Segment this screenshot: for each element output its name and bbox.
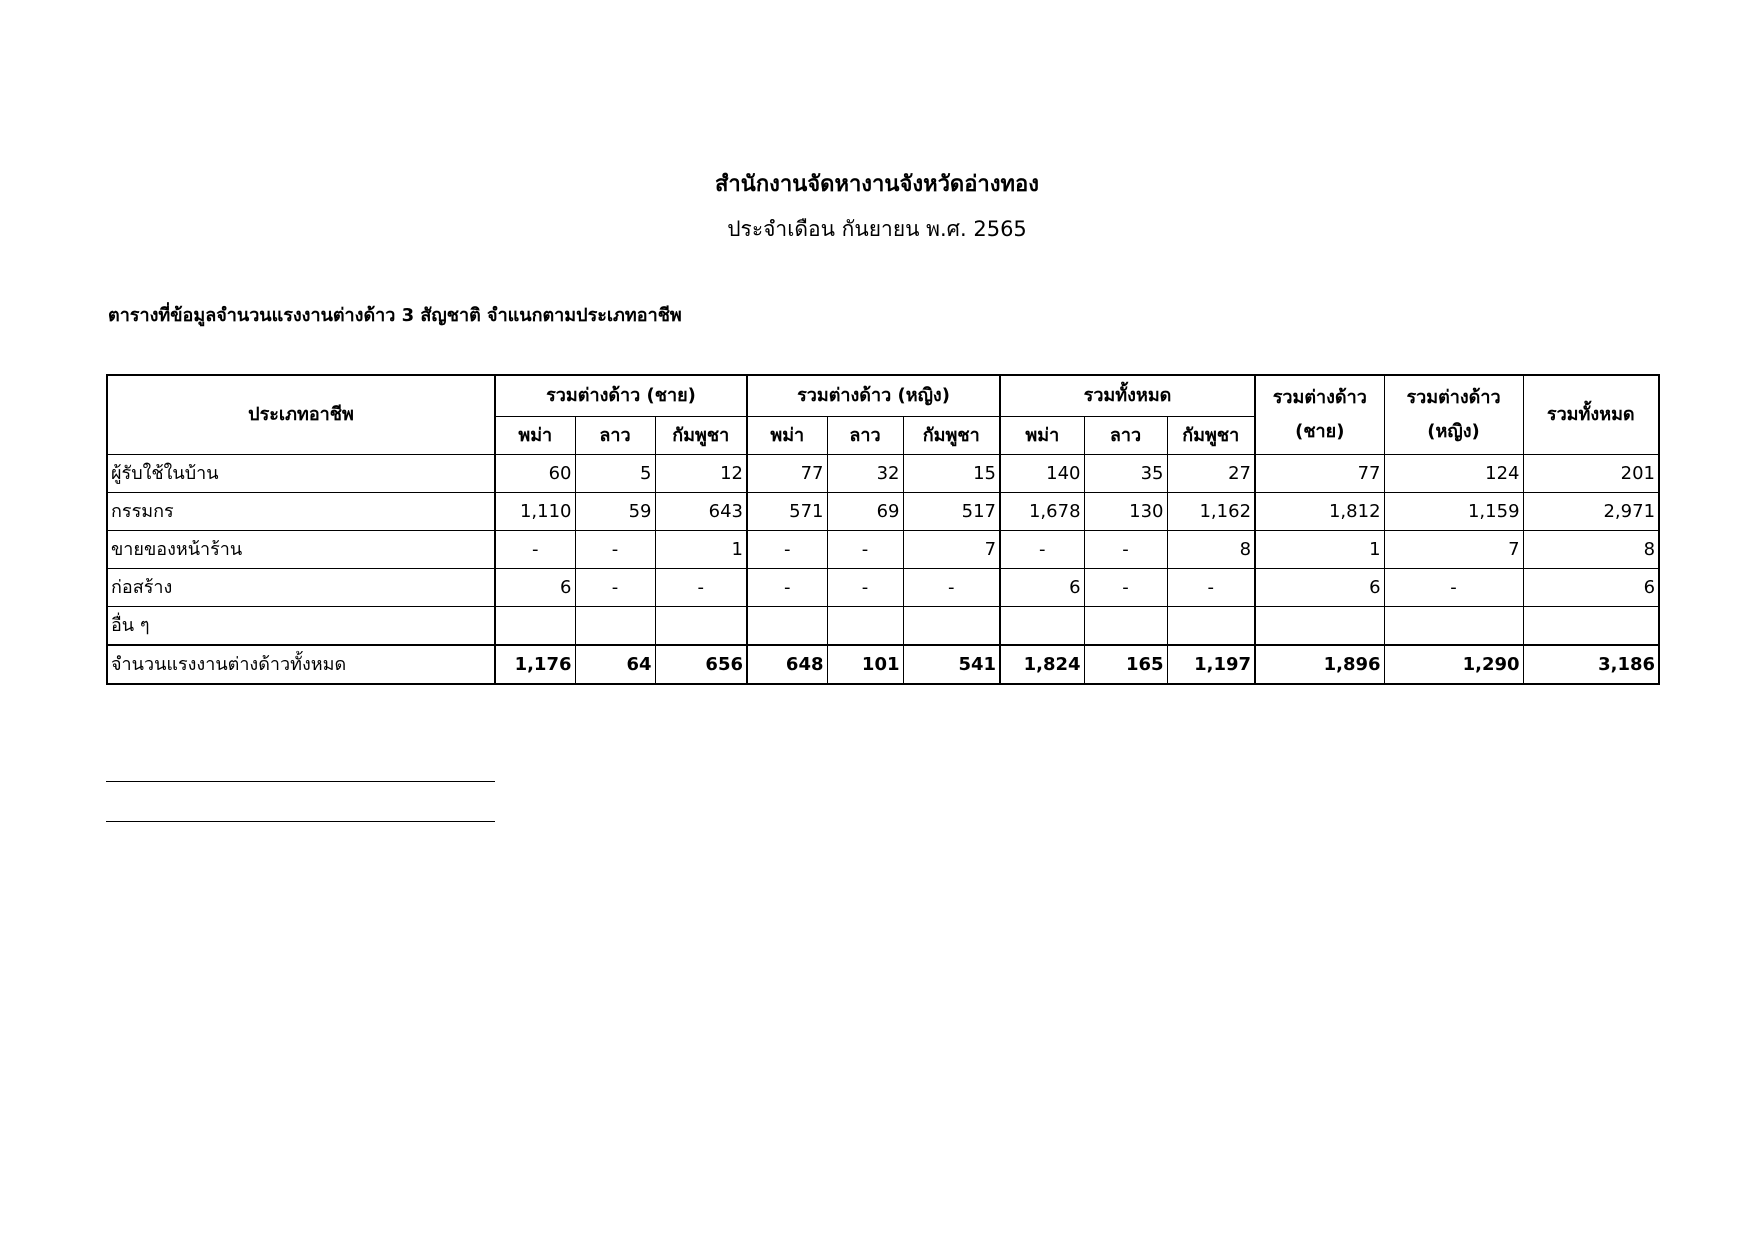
nationality-header: กัมพูชา — [1167, 417, 1255, 455]
total-header-male-line2: (ชาย) — [1295, 421, 1345, 442]
table-cell: 648 — [747, 645, 827, 684]
nationality-header: ลาว — [827, 417, 903, 455]
table-cell — [827, 607, 903, 646]
table-cell: 130 — [1084, 493, 1167, 531]
total-header-female-line1: รวมต่างด้าว — [1406, 387, 1501, 408]
table-cell: 1,812 — [1255, 493, 1384, 531]
table-row — [107, 493, 1659, 531]
signature-line — [106, 781, 495, 782]
table-cell: 201 — [1523, 455, 1659, 493]
table-cell: 517 — [903, 493, 1000, 531]
row-label: จำนวนแรงงานต่างด้าวทั้งหมด — [107, 645, 495, 684]
table-cell: 541 — [903, 645, 1000, 684]
table-cell: - — [575, 569, 655, 607]
total-header-male-line1: รวมต่างด้าว — [1272, 387, 1367, 408]
table-cell: - — [1384, 569, 1523, 607]
table-cell — [1523, 607, 1659, 646]
page-subtitle: ประจำเดือน กันยายน พ.ศ. 2565 — [727, 217, 1027, 241]
table-cell: 1,678 — [1000, 493, 1084, 531]
table-cell: 1,176 — [495, 645, 575, 684]
group-header-male: รวมต่างด้าว (ชาย) — [495, 375, 747, 417]
row-label: อื่น ๆ — [107, 607, 495, 646]
table-cell — [1255, 607, 1384, 646]
nationality-header: พม่า — [495, 417, 575, 455]
table-row — [107, 531, 1659, 569]
table-cell: 1,290 — [1384, 645, 1523, 684]
table-cell: 1,824 — [1000, 645, 1084, 684]
table-cell — [575, 607, 655, 646]
table-cell: 140 — [1000, 455, 1084, 493]
table-cell: 1,162 — [1167, 493, 1255, 531]
table-cell: 27 — [1167, 455, 1255, 493]
table-cell — [495, 607, 575, 646]
table-body — [107, 455, 1659, 685]
table-caption: ตารางที่ข้อมูลจำนวนแรงงานต่างด้าว 3 สัญชาติ จำแนกตามประเภทอาชีพ — [108, 305, 682, 326]
table-cell: 1,896 — [1255, 645, 1384, 684]
nationality-header: ลาว — [1084, 417, 1167, 455]
total-header-female — [1384, 375, 1523, 455]
table-cell: 571 — [747, 493, 827, 531]
total-header-female-line2: (หญิง) — [1427, 421, 1480, 442]
nationality-header: พม่า — [1000, 417, 1084, 455]
labor-table — [106, 374, 1660, 685]
table-cell: 69 — [827, 493, 903, 531]
row-label: กรรมกร — [107, 493, 495, 531]
row-label: ก่อสร้าง — [107, 569, 495, 607]
table-cell: 6 — [495, 569, 575, 607]
table-cell: - — [1084, 569, 1167, 607]
table-cell: 1 — [655, 531, 747, 569]
table-cell: 1 — [1255, 531, 1384, 569]
table-cell: - — [495, 531, 575, 569]
table-cell: 35 — [1084, 455, 1167, 493]
table-cell: 77 — [1255, 455, 1384, 493]
row-label: ขายของหน้าร้าน — [107, 531, 495, 569]
table-cell: 8 — [1523, 531, 1659, 569]
table-cell: 656 — [655, 645, 747, 684]
nationality-header: กัมพูชา — [903, 417, 1000, 455]
table-cell: 7 — [903, 531, 1000, 569]
table-cell: 77 — [747, 455, 827, 493]
signature-line — [106, 821, 495, 822]
occupation-header: ประเภทอาชีพ — [107, 375, 495, 455]
table-cell: 15 — [903, 455, 1000, 493]
table-cell: - — [747, 569, 827, 607]
table-cell: - — [827, 531, 903, 569]
table-cell: 643 — [655, 493, 747, 531]
nationality-header: พม่า — [747, 417, 827, 455]
table-cell — [903, 607, 1000, 646]
table-cell: - — [1167, 569, 1255, 607]
table-cell: 8 — [1167, 531, 1255, 569]
table-cell: 59 — [575, 493, 655, 531]
table-cell — [1000, 607, 1084, 646]
table-cell: 124 — [1384, 455, 1523, 493]
table-cell: 12 — [655, 455, 747, 493]
table-cell: - — [1084, 531, 1167, 569]
group-header-all: รวมทั้งหมด — [1000, 375, 1255, 417]
table-cell — [747, 607, 827, 646]
table-cell: - — [1000, 531, 1084, 569]
table-cell: 1,159 — [1384, 493, 1523, 531]
table-cell: 3,186 — [1523, 645, 1659, 684]
table-cell: 165 — [1084, 645, 1167, 684]
table-cell: - — [903, 569, 1000, 607]
page-title: สำนักงานจัดหางานจังหวัดอ่างทอง — [715, 172, 1039, 197]
table-cell: - — [655, 569, 747, 607]
row-label: ผู้รับใช้ในบ้าน — [107, 455, 495, 493]
table-cell: 60 — [495, 455, 575, 493]
table-cell: 32 — [827, 455, 903, 493]
table-cell: 5 — [575, 455, 655, 493]
total-header-grand: รวมทั้งหมด — [1523, 375, 1659, 455]
table-row — [107, 569, 1659, 607]
table-cell: 64 — [575, 645, 655, 684]
table-cell: 6 — [1255, 569, 1384, 607]
nationality-header: กัมพูชา — [655, 417, 747, 455]
table-row — [107, 455, 1659, 493]
table-cell: 101 — [827, 645, 903, 684]
table-cell — [1084, 607, 1167, 646]
table-cell: - — [575, 531, 655, 569]
table-cell: 7 — [1384, 531, 1523, 569]
table-cell: 6 — [1000, 569, 1084, 607]
table-cell — [655, 607, 747, 646]
table-cell: 1,197 — [1167, 645, 1255, 684]
total-header-male — [1255, 375, 1384, 455]
header-row-groups — [107, 375, 1659, 417]
table-cell: - — [827, 569, 903, 607]
group-header-female: รวมต่างด้าว (หญิง) — [747, 375, 1000, 417]
table-cell — [1384, 607, 1523, 646]
table-cell: 2,971 — [1523, 493, 1659, 531]
nationality-header: ลาว — [575, 417, 655, 455]
table-cell: 6 — [1523, 569, 1659, 607]
table-cell: - — [747, 531, 827, 569]
table-cell: 1,110 — [495, 493, 575, 531]
table-row — [107, 607, 1659, 646]
table-cell — [1167, 607, 1255, 646]
total-row — [107, 645, 1659, 684]
